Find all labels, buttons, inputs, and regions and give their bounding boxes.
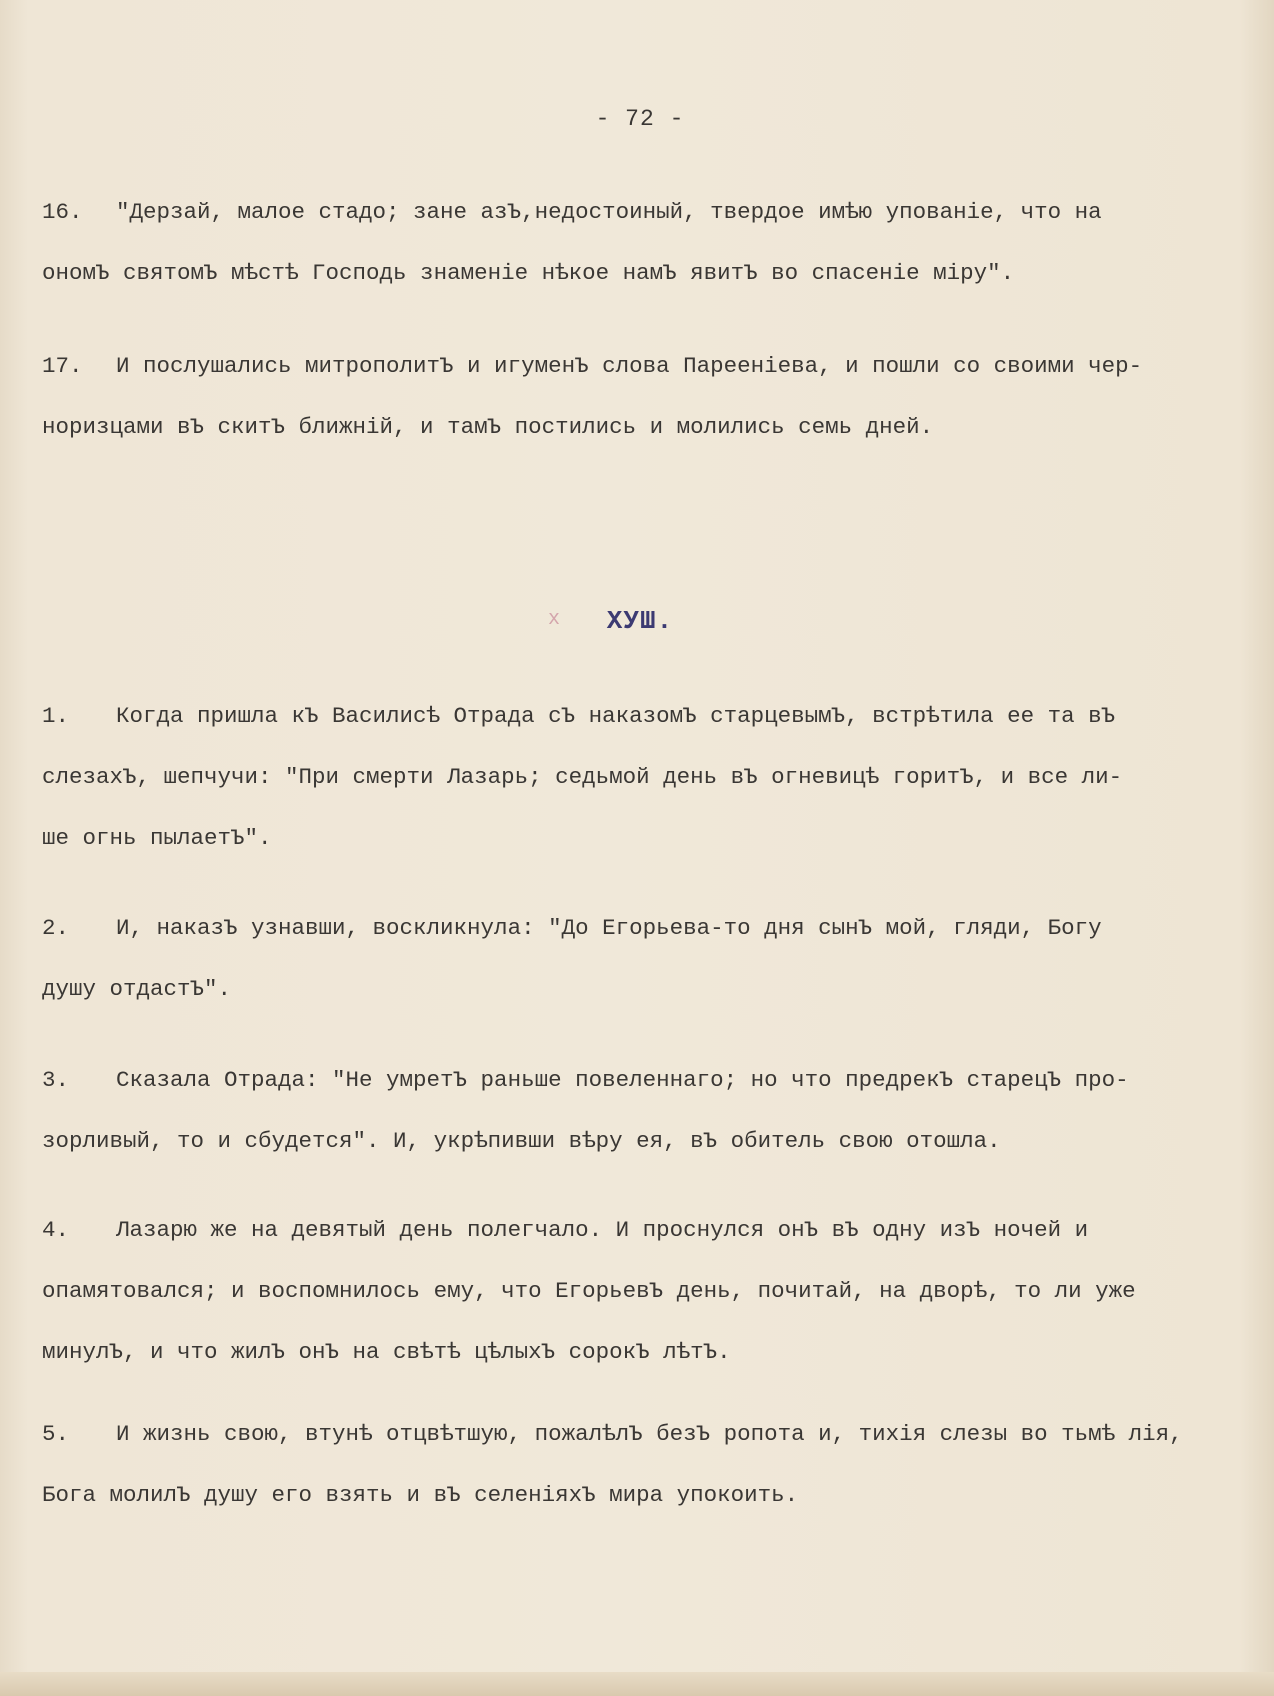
paragraph-text: Сказала Отрада: "Не умретЪ раньше повеленнаго; но что предрекЪ старецЪ про- (116, 1067, 1129, 1093)
paragraph-line: слезахЪ, шепчучи: "При смерти Лазарь; седьмой день вЪ огневицѣ горитЪ, и все ли- (42, 764, 1123, 790)
paragraph-line (42, 1050, 1246, 1111)
paragraph-number: 16. (42, 199, 83, 225)
paragraph-number: 2. (42, 915, 70, 941)
paragraph-line: минулЪ, и что жилЪ онЪ на свѣтѣ цѣлыхЪ сорокЪ лѣтЪ. (42, 1339, 731, 1365)
paragraph-3 (42, 1050, 1246, 1172)
paragraph-text: Когда пришла кЪ Василисѣ Отрада сЪ наказомЪ старцевымЪ, встрѣтила ее та вЪ (116, 703, 1116, 729)
paragraph-line: зорливый, то и сбудется". И, укрѣпивши вѣру ея, вЪ обитель свою отошла. (42, 1128, 1001, 1154)
page-number: - 72 - (595, 106, 685, 132)
paragraph-line (42, 1200, 1246, 1261)
section-heading (540, 606, 740, 636)
page-fold-shadow (0, 1672, 1274, 1696)
paragraph-line (42, 1404, 1246, 1465)
paragraph-line: Бога молилЪ душу его взять и вЪ селенiяхЪ мира упокоить. (42, 1482, 799, 1508)
paragraph-number: 3. (42, 1067, 70, 1093)
paragraph-text: И жизнь свою, втунѣ отцвѣтшую, пожалѣлЪ безЪ ропота и, тихiя слезы во тьмѣ лiя, (116, 1421, 1183, 1447)
paragraph-line: ономЪ святомЪ мѣстѣ Господь знаменіе нѣкое намЪ явитЪ во спасеніе міру". (42, 260, 1015, 286)
section-title: ХУШ. (606, 606, 674, 636)
paragraph-5 (42, 1404, 1246, 1526)
paragraph-line: ше огнь пылаетЪ". (42, 825, 272, 851)
struck-out-mark: х (548, 608, 562, 631)
paragraph-17 (42, 336, 1246, 458)
paragraph-text: "Дерзай, малое стадо; зане азЪ,недостоиный, твердое имѣю упованіе, что на (116, 199, 1102, 225)
paragraph-line: душу отдастЪ". (42, 976, 232, 1002)
paragraph-text: Лазарю же на девятый день полегчало. И проснулся онЪ вЪ одну изЪ ночей и (116, 1217, 1089, 1243)
paragraph-1 (42, 686, 1246, 869)
paragraph-16 (42, 182, 1246, 304)
paragraph-line: опамятовался; и воспомнилось ему, что ЕгорьевЪ день, почитай, на дворѣ, то ли уже (42, 1278, 1136, 1304)
paragraph-number: 4. (42, 1217, 70, 1243)
paragraph-4 (42, 1200, 1246, 1383)
paragraph-number: 17. (42, 353, 83, 379)
paragraph-line (42, 898, 1246, 959)
paragraph-2 (42, 898, 1246, 1020)
paragraph-text: И, наказЪ узнавши, воскликнула: "До Егорьева-то дня сынЪ мой, гляди, Богу (116, 915, 1102, 941)
paragraph-line: норизцами вЪ скитЪ ближнiй, и тамЪ постились и молились семь дней. (42, 414, 934, 440)
paragraph-number: 5. (42, 1421, 70, 1447)
paragraph-line (42, 686, 1246, 747)
paragraph-line (42, 336, 1246, 397)
paragraph-number: 1. (42, 703, 70, 729)
paragraph-text: И послушались митрополитЪ и игуменЪ слова Пареенiева, и пошли со своими чер- (116, 353, 1143, 379)
paragraph-line (42, 182, 1246, 243)
